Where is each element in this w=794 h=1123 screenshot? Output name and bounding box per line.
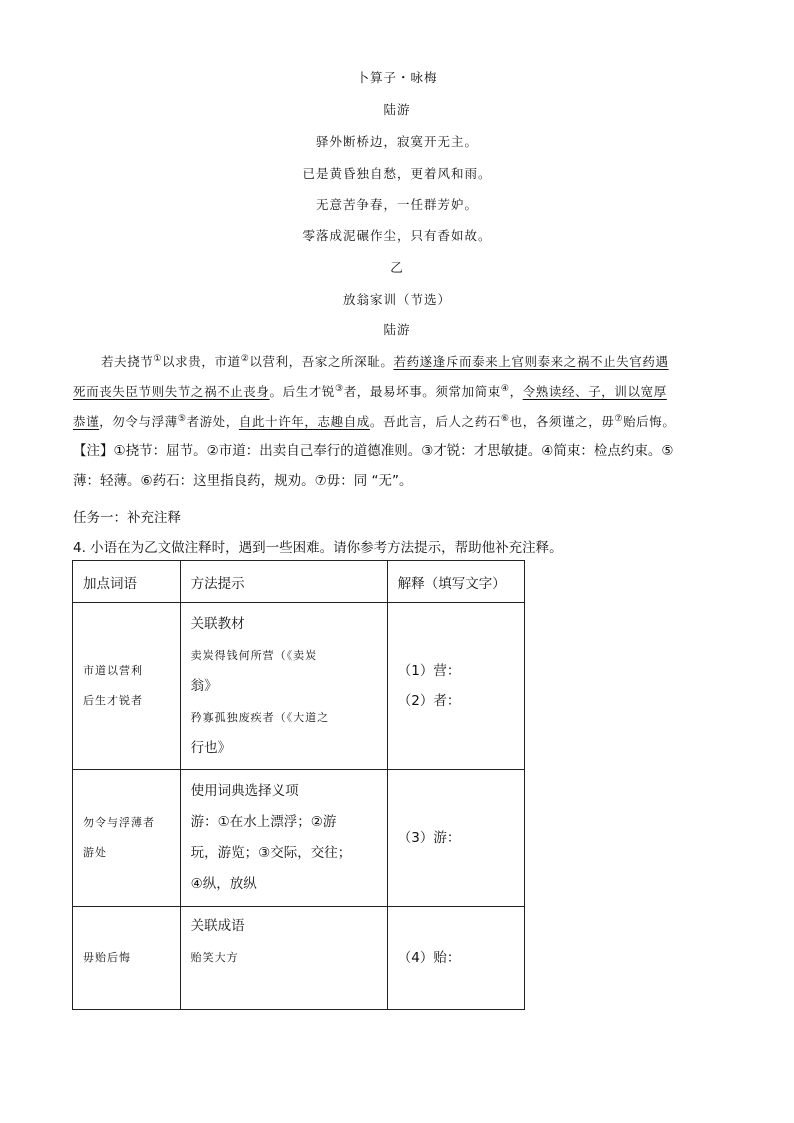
note-mark: ① [153,354,163,364]
note-mark: ③ [335,384,344,394]
dotted-words-cell: 勿令与浮薄者 游处 [73,770,181,907]
table-header: 方法提示 [180,561,387,603]
passage-paragraph: 若夫挠节①以求贵，市道②以营利，吾家之所深耻。若药遂逢斥而泰来上官则泰来之祸不止失官药遇 [101,354,669,370]
passage-title: 放翁家训（节选） [342,292,451,307]
underlined-sentence: 死而丧失臣节则失节之祸不止丧身 [73,384,270,400]
poem-author: 陆游 [383,102,411,117]
table-row [73,907,525,1010]
poem-line: 驿外断桥边，寂寞开无主。 [315,134,478,149]
answer-cell[interactable]: （4）贻： [387,907,524,1010]
method-hint-cell: 关联成语 贻笑大方 [180,907,387,1010]
underlined-sentence: 自此十许年，志趣自成 [238,414,370,430]
underlined-sentence: 令熟读经、子，训以宽厚 [522,384,667,400]
table-header: 解释（填写文字） [387,561,524,603]
task-heading: 任务一：补充注释 [73,510,181,526]
poem-line: 已是黄昏独自愁，更着风和雨。 [302,166,492,181]
table-row [73,603,525,770]
dotted-words-cell: 毋贻后悔 [73,907,181,1010]
table-header: 加点词语 [73,561,181,603]
method-hint-cell: 使用词典选择义项 游：①在水上漂浮；②游 玩，游览；③交际，交往； ④纵，放纵 [180,770,387,907]
poem-line: 零落成泥碾作尘，只有香如故。 [302,228,492,243]
passage-author: 陆游 [383,322,411,337]
question-text: 4. 小语在为乙文做注释时，遇到一些困难。请你参考方法提示，帮助他补充注释。 [73,540,563,556]
poem-title: 卜算子・咏梅 [356,70,438,85]
answer-cell[interactable]: （1）营： （2）者： [387,603,524,770]
note-mark: ⑤ [177,414,187,424]
answer-cell[interactable]: （3）游： [387,770,524,907]
annotation-table [72,560,525,1010]
passage-label: 乙 [390,260,404,275]
table-header-row [73,561,525,603]
method-hint-cell: 关联教材 卖炭得钱何所营（《卖炭 翁》 矜寡孤独废疾者（《大道之 行也》 [180,603,387,770]
note-mark: ⑦ [614,414,624,424]
passage-paragraph-line: 死而丧失臣节则失节之祸不止丧身。后生才锐③者，最易坏事。须常加简束④，令熟读经、子，训以宽厚 [73,384,667,400]
note-mark: ⑥ [500,414,510,424]
table-row [73,770,525,907]
passage-paragraph-line: 恭谨，勿令与浮薄⑤者游处，自此十许年，志趣自成。吾此言，后人之药石⑥也，各须谨之，毋⑦贻后悔。 [73,414,676,430]
dotted-words-cell: 市道以营利 后生才锐者 [73,603,181,770]
poem-line: 无意苦争春，一任群芳妒。 [315,197,478,212]
annotation-notes: 【注】①挠节：屈节。②市道：出卖自己奉行的道德准则。③才锐：才思敏捷。④简束：检点约束。⑤ 薄：轻薄。⑥药石：这里指良药，规劝。⑦毋：同 “无”。 [73,443,674,489]
underlined-sentence: 恭谨 [73,414,100,430]
note-mark: ② [240,354,250,364]
note-mark: ④ [500,384,510,394]
underlined-sentence: 若药遂逢斥而泰来上官则泰来之祸不止失官药遇 [393,354,669,370]
